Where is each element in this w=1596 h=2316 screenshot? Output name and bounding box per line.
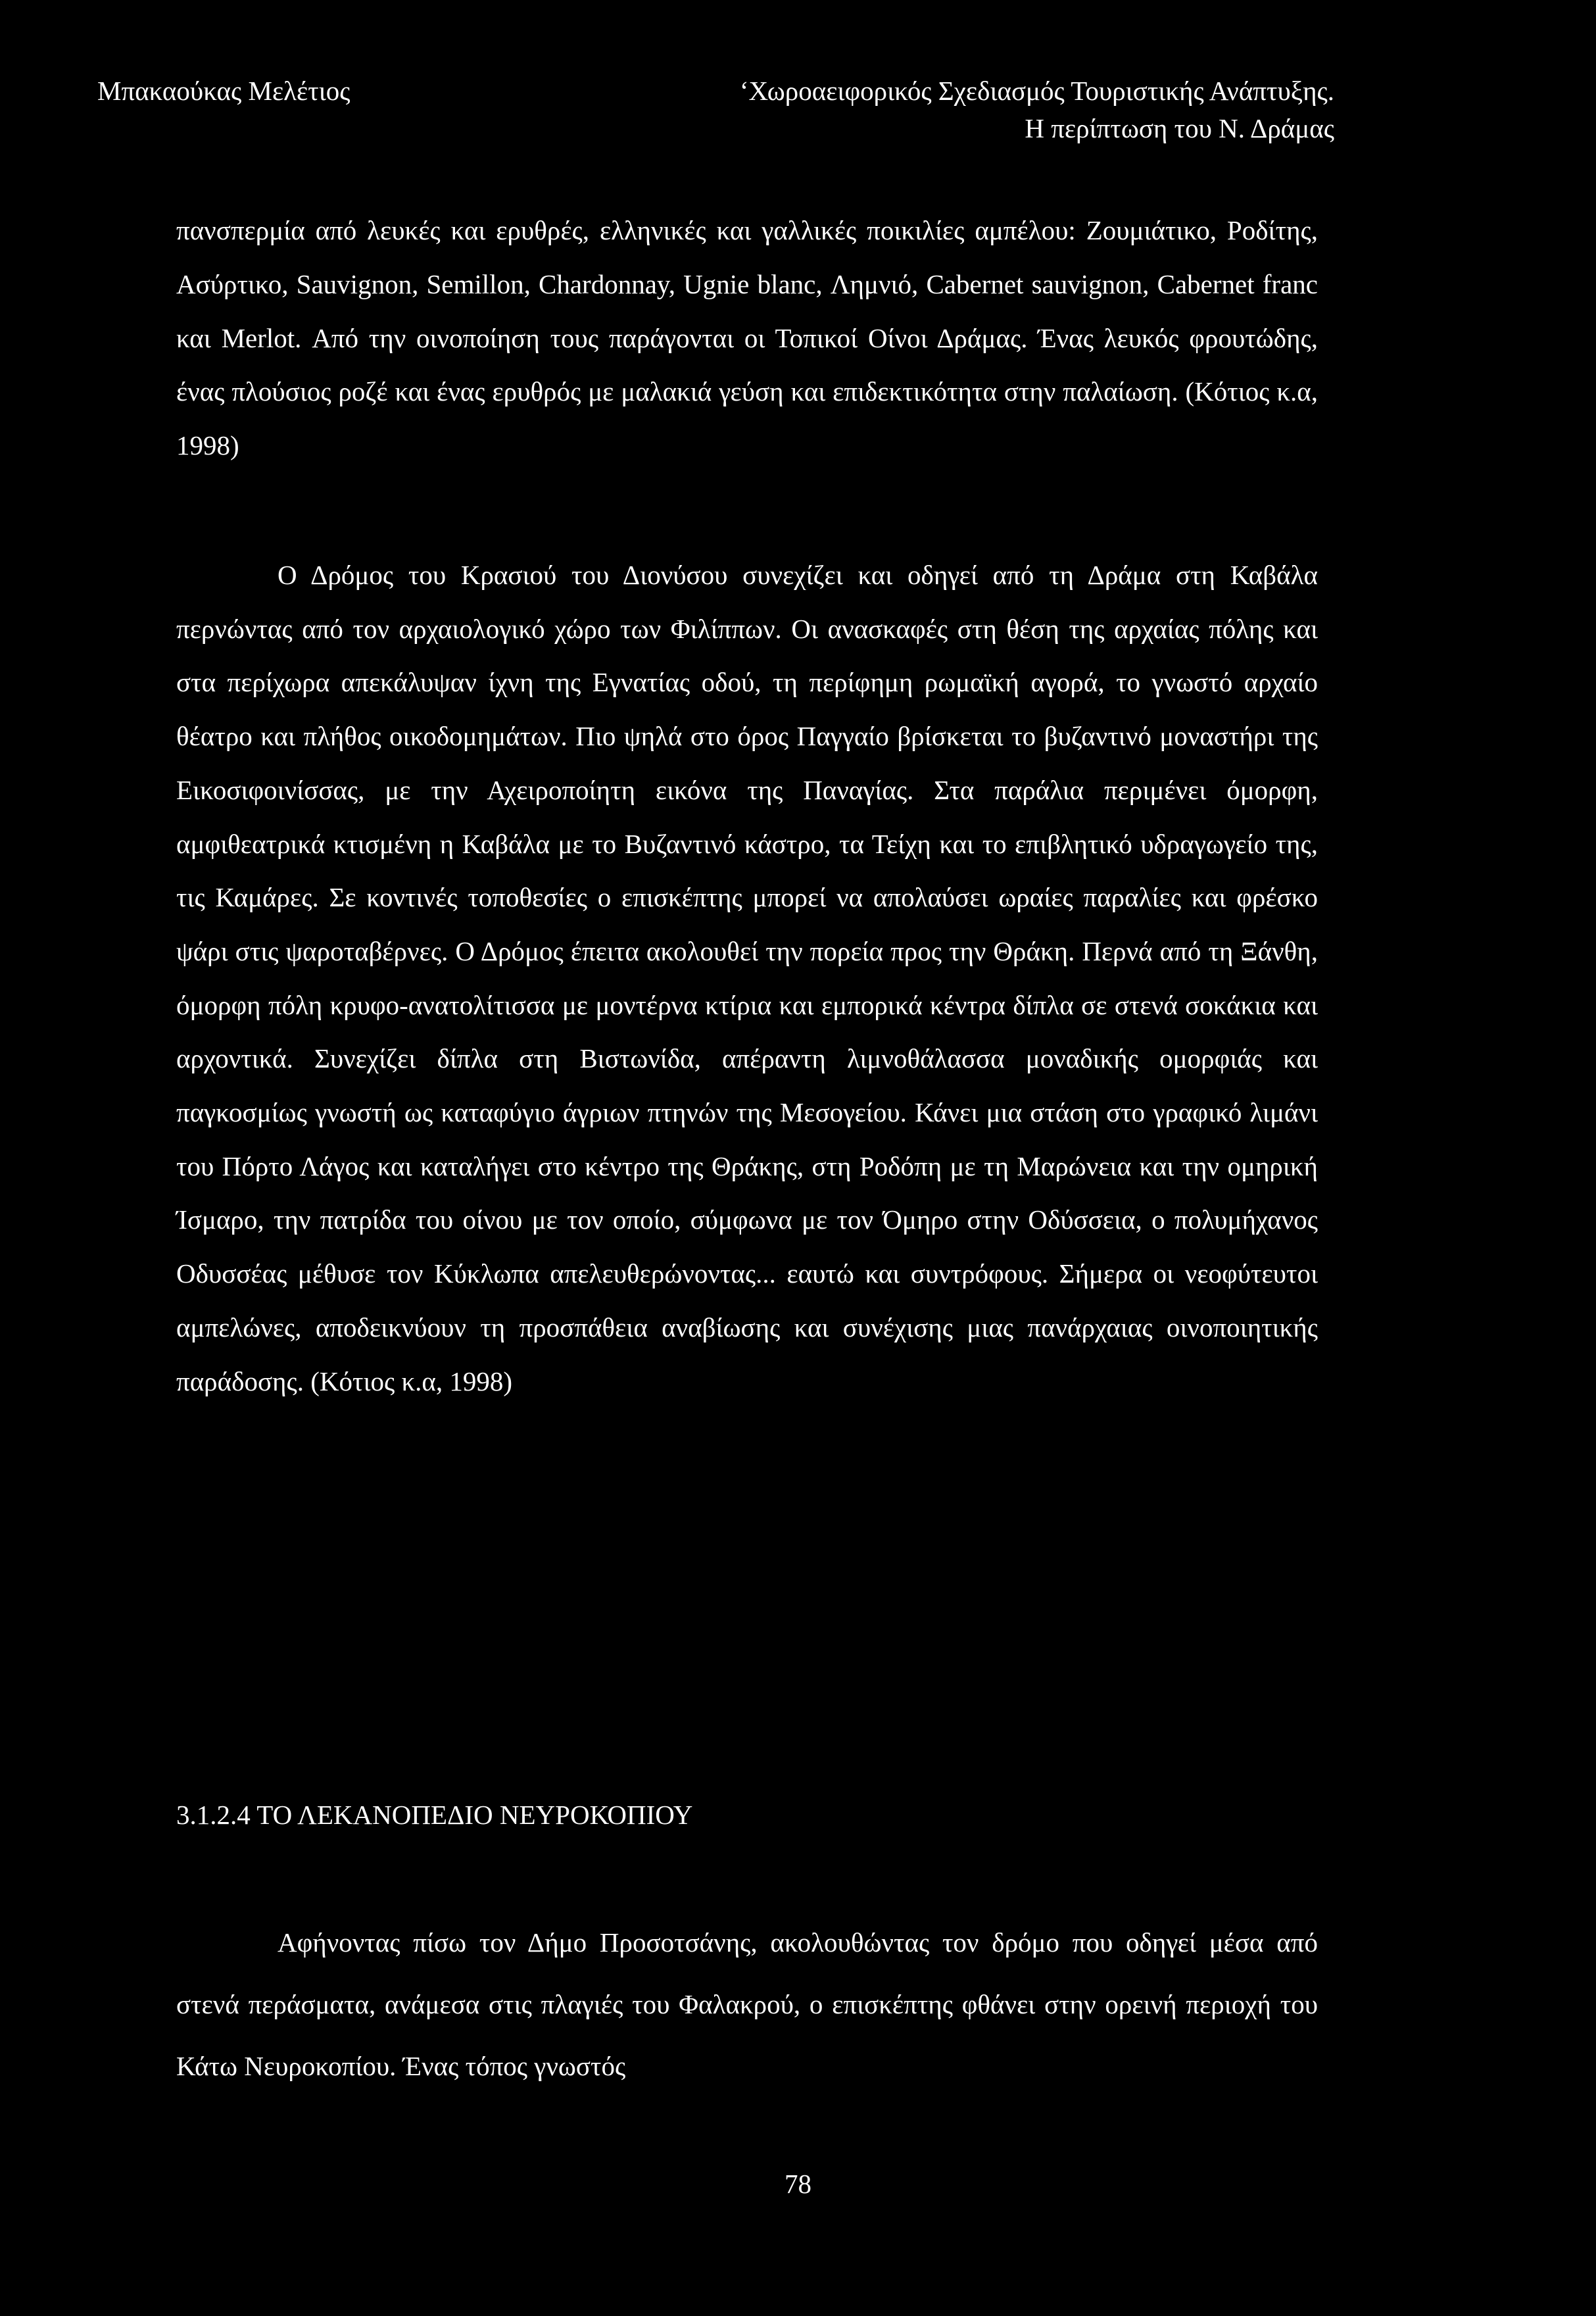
section-heading: 3.1.2.4 ΤΟ ΛΕΚΑΝΟΠΕΔΙΟ ΝΕΥΡΟΚΟΠΙΟΥ [176, 1800, 693, 1830]
header-title-line1: ‘Χωροαειφορικός Σχεδιασμός Τουριστικής Ανάπτυξης. [739, 76, 1334, 106]
header-title-line2: Η περίπτωση του Ν. Δράμας [1025, 113, 1334, 143]
paragraph-nevrokopi-text: Αφήνοντας πίσω τον Δήμο Προσοτσάνης, ακολουθώντας τον δρόμο που οδηγεί μέσα από στενά περάσματα, ανάμεσα στις πλαγιές του Φαλακρού, ο επισκέπτης φθάνει στην ορεινή περιοχή του Κάτω Νευροκοπίου. Ένας τόπος γνωστός [176, 1927, 1318, 2081]
page-number: 78 [785, 2169, 811, 2199]
paragraph-wine-road-text: Ο Δρόμος του Κρασιού του Διονύσου συνεχίζει και οδηγεί από τη Δράμα στη Καβάλα περνώντας από τον αρχαιολογικό χώρο των Φιλίππων. Οι ανασκαφές στη θέση της αρχαίας πόλης και στα περίχωρα απεκάλυψαν ίχνη της Εγνατίας οδού, τη περίφημη ρωμαϊκή αγορά, το γνωστό αρχαίο θέατρο και πλήθος οικοδομημάτων. Πιο ψηλά στο όρος Παγγαίο βρίσκεται το βυζαντινό μοναστήρι της Εικοσιφοινίσσας, με την Αχειροποίητη εικόνα της Παναγίας. Στα παράλια περιμένει όμορφη, αμφιθεατρικά κτισμένη η Καβάλα με το Βυζαντινό κάστρο, τα Τείχη και το επιβλητικό υδραγωγείο της, τις Καμάρες. Σε κοντινές τοποθεσίες ο επισκέπτης μπορεί να απολαύσει ωραίες παραλίες και φρέσκο ψάρι στις ψαροταβέρνες. Ο Δρόμος έπειτα ακολουθεί την πορεία προς την Θράκη. Περνά από τη Ξάνθη, όμορφη πόλη κρυφο-ανατολίτισσα με μοντέρνα κτίρια και εμπορικά κέντρα δίπλα σε στενά σοκάκια και αρχοντικά. Συνεχίζει δίπλα στη Βιστωνίδα, απέραντη λιμνοθάλασσα μοναδικής ομορφιάς και παγκοσμίως γνωστή ως καταφύγιο άγριων πτηνών της Μεσογείου. Κάνει μια στάση στο γραφικό λιμάνι του Πόρτο Λάγος και καταλήγει στο κέντρο της Θράκης, στη Ροδόπη με τη Μαρώνεια και την ομηρική Ίσμαρο, την πατρίδα του οίνου με τον οποίο, σύμφωνα με τον Όμηρο στην Οδύσσεια, ο πολυμήχανος Οδυσσέας μέθυσε τον Κύκλωπα απελευθερώνοντας... εαυτώ και συντρόφους. Σήμερα οι νεοφύτευτοι αμπελώνες, αποδεικνύουν τη προσπάθεια αναβίωσης και συνέχισης μιας πανάρχαιας οινοποιητικής παράδοσης. (Κότιος κ.α, 1998) [176, 560, 1318, 1396]
paragraph-nevrokopi [176, 1911, 1318, 2097]
header-title [740, 72, 1334, 147]
paragraph-wine-varieties: πανσπερμία από λευκές και ερυθρές, ελληνικές και γαλλικές ποικιλίες αμπέλου: Ζουμιάτικο, Ροδίτης, Ασύρτικο, Sauvignon, Semillon, Chardonnay, Ugnie blanc, Λημνιό, Cabernet sauvignon, Cabernet franc και Merlot. Από την οινοποίηση τους παράγονται οι Τοπικοί Οίνοι Δράμας. Ένας λευκός φρουτώδης, ένας πλούσιος ροζέ και ένας ερυθρός με μαλακιά γεύση και επιδεκτικότητα στην παλαίωση. (Κότιος κ.α, 1998) [176, 215, 1318, 461]
header-author: Μπακαούκας Μελέτιος [97, 76, 351, 106]
paragraph-wine-road [176, 549, 1318, 1408]
